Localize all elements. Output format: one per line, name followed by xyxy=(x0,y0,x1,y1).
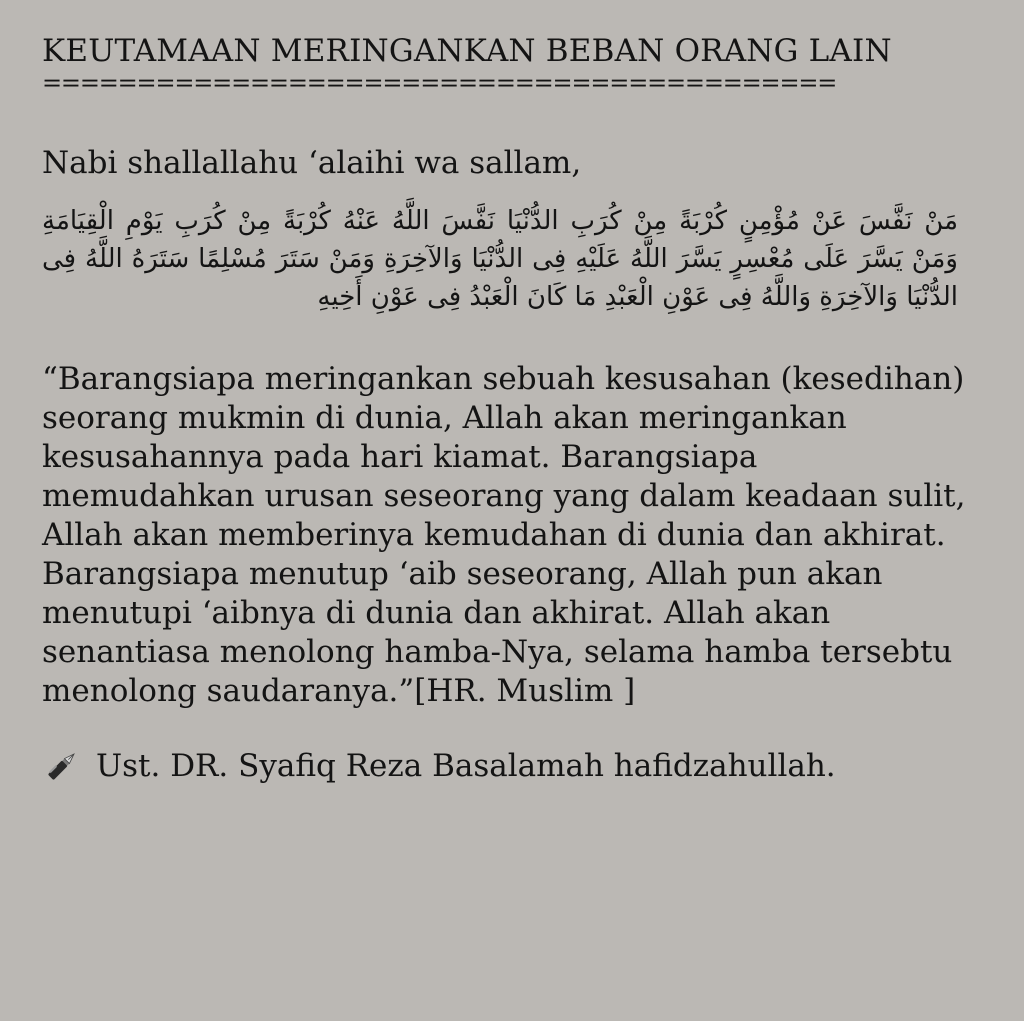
hadith-translation: “Barangsiapa meringankan sebuah kesusahan (kesedihan) seorang mukmin di dunia, Allah akan meringankan kesusahannya pada hari kiamat. Barangsiapa memudahkan urusan seseorang yang dalam keadaan sulit, Allah akan memberinya kemudahan di dunia dan akhirat. Barangsiapa menutup ‘aib seseorang, Allah pun akan menutupi ‘aibnya di dunia dan akhirat. Allah akan senantiasa menolong hamba-Nya, selama hamba tersebtu menolong saudaranya.”[HR. Muslim ] xyxy=(42,361,966,709)
post-title: KEUTAMAAN MERINGANKAN BEBAN ORANG LAIN xyxy=(42,33,892,69)
intro-line: Nabi shallallahu ‘alaihi wa sallam, xyxy=(42,145,582,181)
arabic-hadith-text: مَنْ نَفَّسَ عَنْ مُؤْمِنٍ كُرْبَةً مِنْ كُرَبِ الدُّنْيَا نَفَّسَ اللَّهُ عَنْهُ كُرْبَةً مِنْ كُرَبِ يَوْمِ الْقِيَامَةِ وَمَنْ يَسَّرَ عَلَى مُعْسِرٍ يَسَّرَ اللَّهُ عَلَيْهِ فِى الدُّنْيَا وَالآخِرَةِ وَمَنْ سَتَرَ مُسْلِمًا سَتَرَهُ اللَّهُ فِى الدُّنْيَا وَالآخِرَةِ وَاللَّهُ فِى عَوْنِ الْعَبْدِ مَا كَانَ الْعَبْدُ فِى عَوْنِ أَخِيهِ xyxy=(42,206,958,312)
title-divider: ========================================== xyxy=(42,69,837,97)
author-signature xyxy=(42,747,984,785)
fountain-pen-icon xyxy=(42,747,82,785)
signature-text: Ust. DR. Syafiq Reza Basalamah hafidzahullah. xyxy=(96,748,836,784)
